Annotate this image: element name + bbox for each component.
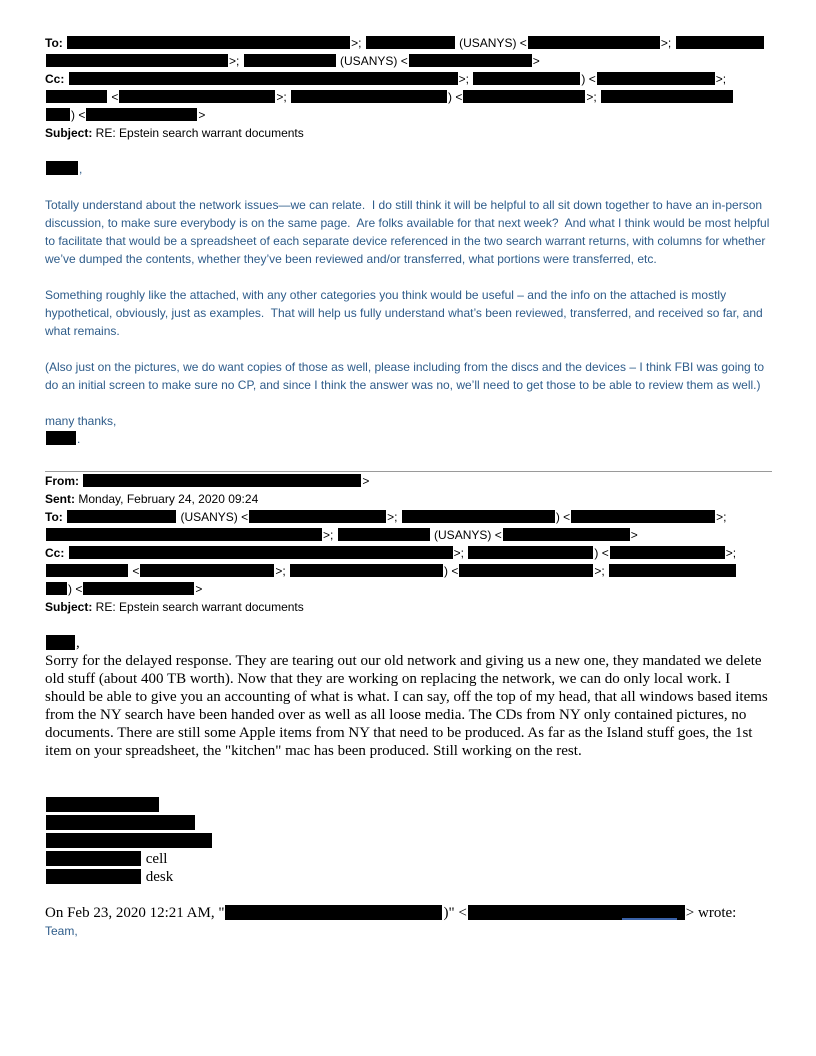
text-run: ) < bbox=[594, 546, 609, 560]
text-run: (USANYS) < bbox=[430, 528, 502, 542]
redaction-block bbox=[528, 36, 660, 49]
text-run: , bbox=[79, 162, 83, 176]
signature-line bbox=[45, 868, 771, 886]
redaction-block bbox=[290, 564, 443, 577]
redaction-block bbox=[473, 72, 580, 85]
text-run: >; bbox=[275, 564, 290, 578]
reply-attribution-line bbox=[45, 904, 771, 922]
text-run: >; bbox=[725, 546, 737, 560]
field-label: To: bbox=[45, 510, 67, 524]
field-label: Cc: bbox=[45, 72, 68, 86]
text-run: (USANYS) < bbox=[455, 36, 527, 50]
redaction-block bbox=[46, 815, 195, 830]
redaction-block bbox=[83, 474, 361, 487]
redaction-block bbox=[46, 431, 76, 445]
text-run: cell bbox=[142, 851, 168, 867]
header-line bbox=[45, 490, 771, 508]
email2-greeting bbox=[45, 634, 771, 652]
text-run: >; bbox=[276, 90, 291, 104]
header-line bbox=[45, 472, 771, 490]
text-run: > bbox=[630, 528, 638, 542]
header-line bbox=[45, 508, 771, 526]
email2-body: Sorry for the delayed response. They are tearing out our old network and giving us a new one, they mandated we delete old stuff (about 400 TB worth). Now that they are working on replacing the network, we can do only local work. I should be able to give you an accounting of what is what. I can say, off the top of my head, that all windows based items from the NY search have been handed over as well as all loose media. The CDs from NY only contained pictures, no documents. There are still some Apple items from NY that need to be produced. As far as the Island stuff goes, the 1st item on your spreadsheet, the "kitchen" mac has been produced. Still working on the rest. bbox=[45, 653, 772, 759]
redaction-block bbox=[244, 54, 336, 67]
text-run: ) < bbox=[68, 582, 83, 596]
email1-signature bbox=[45, 430, 771, 448]
signature-line bbox=[45, 832, 771, 850]
text-run: desk bbox=[142, 869, 174, 885]
text-run: >; bbox=[351, 36, 365, 50]
redaction-block bbox=[402, 510, 555, 523]
header-line bbox=[45, 544, 771, 562]
redaction-block bbox=[67, 510, 176, 523]
redaction-block bbox=[46, 528, 322, 541]
text-run: , bbox=[76, 635, 80, 651]
text-run: >; bbox=[453, 546, 468, 560]
redaction-block bbox=[69, 546, 453, 559]
header-line bbox=[45, 562, 771, 580]
redaction-block bbox=[83, 582, 194, 595]
redaction-block bbox=[46, 54, 228, 67]
text-run: >; bbox=[387, 510, 401, 524]
redaction-block bbox=[468, 546, 593, 559]
signature-line bbox=[45, 814, 771, 832]
redaction-block bbox=[46, 851, 141, 866]
redaction-block bbox=[46, 161, 78, 175]
text-run: Monday, February 24, 2020 09:24 bbox=[78, 492, 259, 506]
redaction-block bbox=[463, 90, 585, 103]
header-line bbox=[45, 106, 771, 124]
redaction-block bbox=[46, 797, 159, 812]
redaction-block bbox=[609, 564, 736, 577]
redaction-block bbox=[610, 546, 725, 559]
email2-header bbox=[45, 472, 771, 616]
text-run: (USANYS) < bbox=[336, 54, 408, 68]
text-run: >; bbox=[586, 90, 601, 104]
field-label: From: bbox=[45, 474, 83, 488]
text-run: ) < bbox=[555, 510, 571, 524]
text-run: RE: Epstein search warrant documents bbox=[95, 600, 304, 614]
text-run: RE: Epstein search warrant documents bbox=[95, 126, 304, 140]
redaction-block bbox=[46, 564, 128, 577]
email1-paragraph-3: (Also just on the pictures, we do want copies of those as well, please including from the discs and the devices – I think FBI was going to do an initial screen to make sure no CP, and since I think the answer was no, we’ll need to get those to be able to review them as well.) bbox=[45, 360, 768, 392]
text-run: >; bbox=[229, 54, 243, 68]
header-line bbox=[45, 52, 771, 70]
redaction-block bbox=[46, 869, 141, 884]
email2-signature-block bbox=[45, 796, 771, 886]
redaction-block bbox=[409, 54, 532, 67]
text-run: >; bbox=[594, 564, 609, 578]
redaction-block bbox=[86, 108, 197, 121]
header-line bbox=[45, 124, 771, 142]
text-run: < bbox=[129, 564, 140, 578]
redaction-block bbox=[291, 90, 447, 103]
text-run: ) < bbox=[581, 72, 596, 86]
redaction-block bbox=[46, 90, 107, 103]
redaction-block bbox=[46, 635, 75, 650]
redaction-block bbox=[676, 36, 764, 49]
redaction-block bbox=[225, 905, 442, 920]
email3-greeting: Team, bbox=[45, 924, 78, 938]
field-label: To: bbox=[45, 36, 67, 50]
redaction-block bbox=[338, 528, 430, 541]
text-run: (USANYS) < bbox=[177, 510, 249, 524]
text-run: >; bbox=[716, 510, 727, 524]
field-label: Cc: bbox=[45, 546, 68, 560]
redaction-block bbox=[46, 582, 67, 595]
redaction-block bbox=[571, 510, 715, 523]
redaction-block bbox=[503, 528, 630, 541]
field-label: Subject: bbox=[45, 600, 96, 614]
text-run: >; bbox=[660, 36, 675, 50]
redaction-block bbox=[119, 90, 275, 103]
text-run: >; bbox=[458, 72, 473, 86]
header-line bbox=[45, 598, 771, 616]
signature-line bbox=[45, 850, 771, 868]
header-line bbox=[45, 580, 771, 598]
text-run: > bbox=[362, 474, 370, 488]
text-run: ) < bbox=[444, 564, 459, 578]
redaction-block bbox=[46, 108, 70, 121]
text-run: . bbox=[77, 432, 81, 446]
redaction-block bbox=[597, 72, 715, 85]
redaction-block bbox=[249, 510, 386, 523]
redaction-block bbox=[69, 72, 458, 85]
text-run: >; bbox=[323, 528, 337, 542]
field-label: Subject: bbox=[45, 126, 96, 140]
redaction-block bbox=[459, 564, 593, 577]
field-label: Sent: bbox=[45, 492, 79, 506]
redaction-block bbox=[468, 905, 685, 920]
email1-closing: many thanks, bbox=[45, 414, 117, 428]
redaction-block bbox=[601, 90, 733, 103]
header-line bbox=[45, 34, 771, 52]
redaction-block bbox=[67, 36, 350, 49]
text-run: >; bbox=[715, 72, 727, 86]
text-run: > wrote: bbox=[685, 905, 737, 921]
email1-paragraph-1: Totally understand about the network issues—we can relate. I do still think it will be helpful to all sit down together to have an in-person discussion, to make sure everybody is on the same page. Are folks available for that next week? And what I think would be most helpful to facilitate that would be a spreadsheet of each separate device referenced in the two search warrant returns, with columns for whether we’ve dumped the contents, whether they’ve been reviewed and/or transferred, what portions were transferred, etc. bbox=[45, 198, 773, 266]
header-line bbox=[45, 70, 771, 88]
header-line bbox=[45, 526, 771, 544]
text-run: ) < bbox=[71, 108, 86, 122]
email1-greeting bbox=[45, 160, 771, 178]
text-run: On Feb 23, 2020 12:21 AM, " bbox=[45, 905, 225, 921]
redaction-block bbox=[46, 833, 212, 848]
text-run: > bbox=[195, 582, 203, 596]
header-line bbox=[45, 88, 771, 106]
text-run: < bbox=[108, 90, 119, 104]
text-run: )" < bbox=[443, 905, 467, 921]
email1-paragraph-2: Something roughly like the attached, with any other categories you think would be useful – and the info on the attached is mostly hypothetical, obviously, just as examples. That will help us fully understand what’s been reviewed, transferred, and received so far, and what remains. bbox=[45, 288, 767, 338]
text-run: ) < bbox=[448, 90, 463, 104]
text-run: > bbox=[198, 108, 206, 122]
redaction-block bbox=[366, 36, 455, 49]
redaction-block bbox=[140, 564, 274, 577]
signature-line bbox=[45, 796, 771, 814]
text-run: > bbox=[532, 54, 540, 68]
email1-header bbox=[45, 34, 771, 142]
